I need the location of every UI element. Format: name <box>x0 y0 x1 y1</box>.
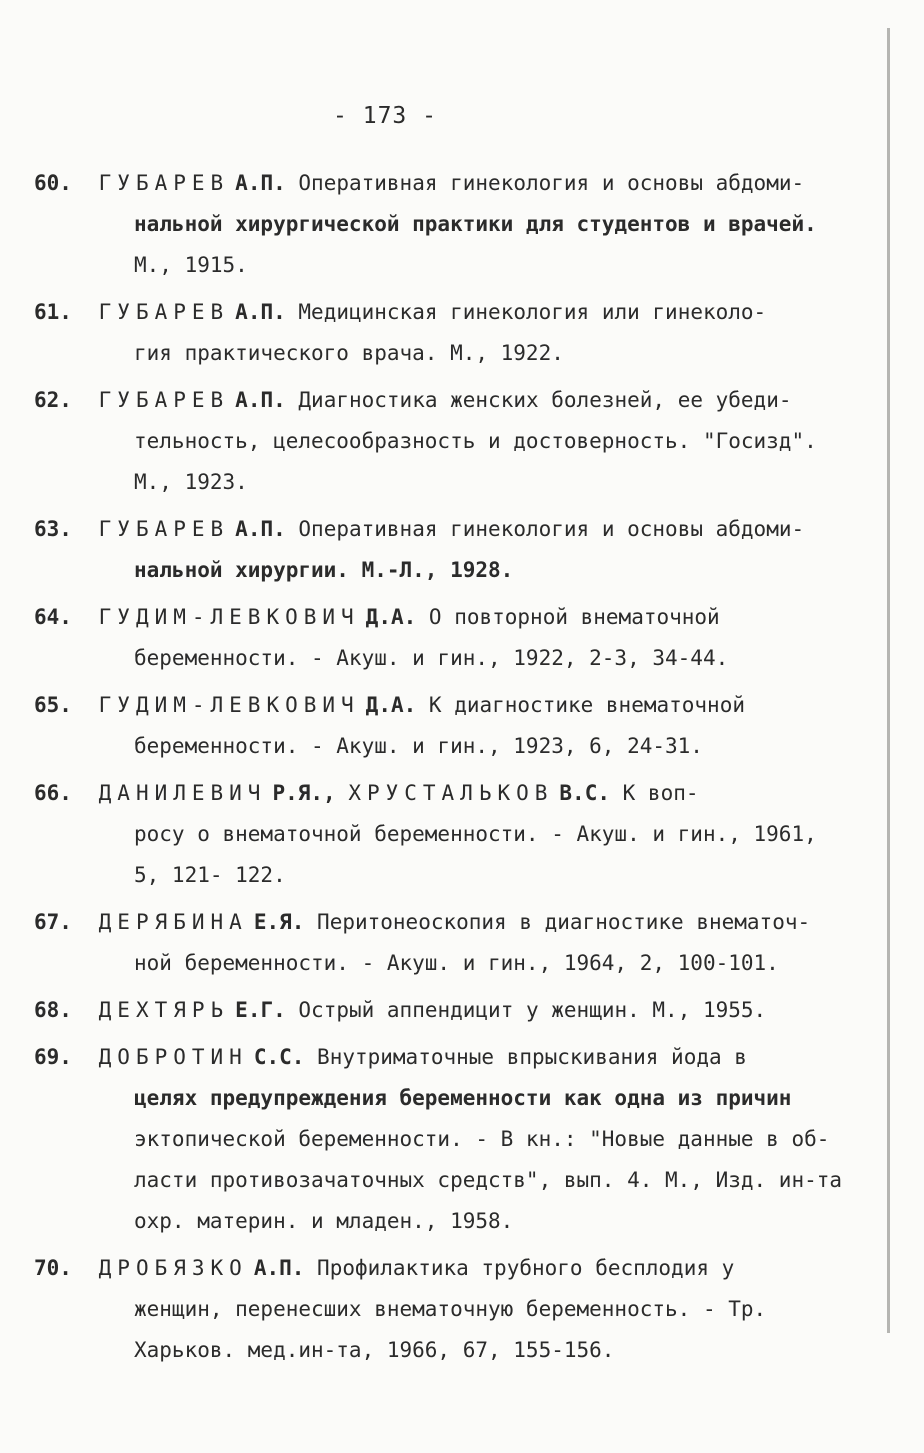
entry-text-line: Оперативная гинекология и основы абдоми- <box>298 517 805 541</box>
entry-text-line: росу о внематочной беременности. - Акуш. и гин., 1961, <box>134 822 817 846</box>
entry-author: ГУДИМ-ЛЕВКОВИЧ <box>98 693 360 717</box>
entry-text-line: Профилактика трубного бесплодия у <box>317 1256 735 1280</box>
bibliography-entry-69 <box>34 1037 884 1242</box>
entry-number: 60. <box>34 171 72 195</box>
entry-text-line: Оперативная гинекология и основы абдоми- <box>298 171 805 195</box>
entry-author: ГУБАРЕВ <box>98 171 230 195</box>
bibliography-entry-63 <box>34 509 884 591</box>
bibliography-entry-60 <box>34 163 884 286</box>
entry-text-line: К диагностике внематочной <box>428 693 745 717</box>
entry-initials: Д.А. <box>365 605 417 629</box>
entry-number: 66. <box>34 781 72 805</box>
entry-text-line: ной беременности. - Акуш. и гин., 1964, 2, 100-101. <box>134 951 779 975</box>
entry-text-line: Острый аппендицит у женщин. М., 1955. <box>298 998 767 1022</box>
bibliography-list <box>34 163 884 1377</box>
entry-number: 63. <box>34 517 72 541</box>
entry-author: ГУБАРЕВ <box>98 388 230 412</box>
entry-coauthor-initials: В.С. <box>559 781 610 805</box>
entry-coauthor: ХРУСТАЛЬКОВ <box>348 781 554 805</box>
entry-text-line: М., 1923. <box>134 470 248 494</box>
entry-text-line: беременности. - Акуш. и гин., 1922, 2-3, 34-44. <box>134 646 729 670</box>
entry-text-line: нальной хирургической практики для студентов и врачей. <box>134 212 817 236</box>
entry-number: 62. <box>34 388 72 412</box>
entry-text-line: Внутриматочные впрыскивания йода в <box>317 1045 747 1069</box>
entry-initials: С.С. <box>253 1045 305 1069</box>
entry-text-line: женщин, перенесших внематочную беременность. - Тр. <box>134 1297 767 1321</box>
entry-text-line: О повторной внематочной <box>428 605 720 629</box>
entry-author: ДРОБЯЗКО <box>98 1256 248 1280</box>
bibliography-entry-61 <box>34 292 884 374</box>
entry-text-line: Харьков. мед.ин-та, 1966, 67, 155-156. <box>134 1338 615 1362</box>
entry-author: ГУБАРЕВ <box>98 300 230 324</box>
entry-initials: Е.Я. <box>253 910 305 934</box>
entry-text-line: беременности. - Акуш. и гин., 1923, 6, 24-31. <box>134 734 703 758</box>
entry-text-line: ласти противозачаточных средств", вып. 4. М., Изд. ин-та <box>134 1168 843 1192</box>
bibliography-entry-65 <box>34 685 884 767</box>
bibliography-entry-64 <box>34 597 884 679</box>
bibliography-entry-68 <box>34 990 884 1031</box>
entry-text-line: эктопической беременности. - В кн.: "Новые данные в об- <box>134 1127 830 1151</box>
entry-text-line: гия практического врача. М., 1922. <box>134 341 564 365</box>
bibliography-entry-70 <box>34 1248 884 1371</box>
entry-number: 61. <box>34 300 72 324</box>
entry-initials: А.П. <box>235 171 286 195</box>
entry-text-line: Перитонеоскопия в диагностике внематоч- <box>317 910 811 934</box>
entry-text-line: Медицинская гинекология или гинеколо- <box>298 300 767 324</box>
entry-author: ГУДИМ-ЛЕВКОВИЧ <box>98 605 360 629</box>
entry-author: ДОБРОТИН <box>98 1045 248 1069</box>
entry-number: 69. <box>34 1045 72 1069</box>
entry-author: ДАНИЛЕВИЧ <box>98 781 267 805</box>
entry-text-line: тельность, целесообразность и достоверность. "Госизд". <box>134 429 817 453</box>
page-edge-divider <box>887 28 890 1333</box>
entry-text-line: нальной хирургии. М.-Л., 1928. <box>134 558 514 582</box>
entry-initials: Е.Г. <box>235 998 286 1022</box>
entry-author: ДЕРЯБИНА <box>98 910 248 934</box>
page-number: - 173 - <box>333 103 437 129</box>
entry-initials: А.П. <box>235 300 286 324</box>
entry-initials: Р.Я., <box>272 781 336 805</box>
entry-text-line: М., 1915. <box>134 253 248 277</box>
entry-number: 65. <box>34 693 72 717</box>
entry-author: ГУБАРЕВ <box>98 517 230 541</box>
entry-number: 70. <box>34 1256 72 1280</box>
entry-number: 64. <box>34 605 72 629</box>
bibliography-entry-67 <box>34 902 884 984</box>
entry-number: 68. <box>34 998 72 1022</box>
entry-text-line: охр. материн. и младен., 1958. <box>134 1209 514 1233</box>
entry-text-line: К воп- <box>622 781 699 805</box>
entry-text-line: Диагностика женских болезней, ее убеди- <box>298 388 792 412</box>
entry-text-line: 5, 121- 122. <box>134 863 286 887</box>
bibliography-entry-62 <box>34 380 884 503</box>
entry-initials: Д.А. <box>365 693 417 717</box>
entry-text-line: целях предупреждения беременности как одна из причин <box>134 1086 792 1110</box>
bibliography-entry-66 <box>34 773 884 896</box>
entry-initials: А.П. <box>235 517 286 541</box>
entry-author: ДЕХТЯРЬ <box>98 998 230 1022</box>
entry-initials: А.П. <box>235 388 286 412</box>
entry-number: 67. <box>34 910 72 934</box>
entry-initials: А.П. <box>253 1256 305 1280</box>
